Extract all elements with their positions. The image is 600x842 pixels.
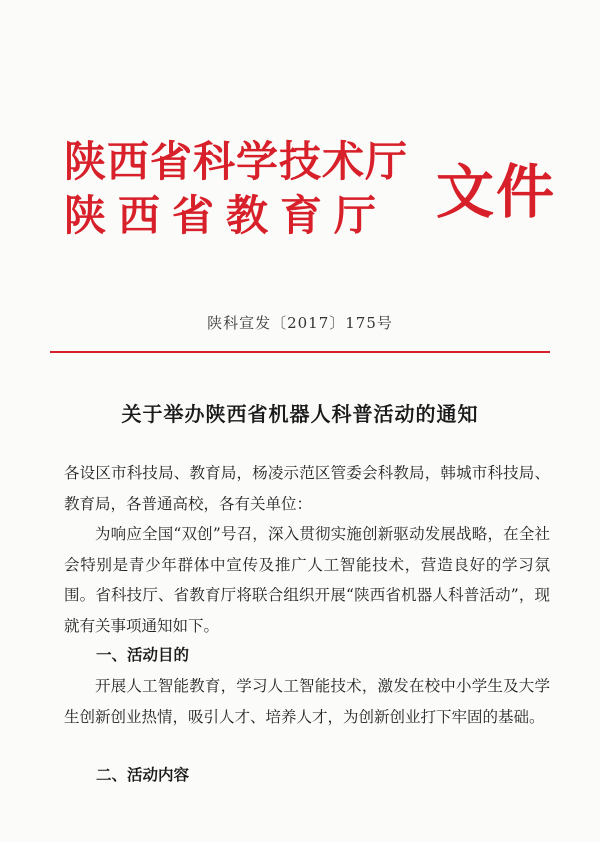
- issuer-header: [64, 137, 557, 248]
- red-divider-line: [50, 351, 550, 353]
- section-heading-purpose: 一、活动目的: [96, 646, 190, 664]
- section-heading-content: 二、活动内容: [96, 766, 190, 784]
- document-number: 陕科宣发〔2017〕175号: [207, 314, 393, 332]
- issuer-document-suffix: 文件: [436, 158, 557, 226]
- addressee-paragraph: 各设区市科技局、教育局，杨凌示范区管委会科教局，韩城市科技局、教育局，各普通高校，各有关单位：: [64, 464, 550, 513]
- intro-paragraph: 为响应全国“双创”号召，深入贯彻实施创新驱动发展战略，在全社会特别是青少年群体中宣传及推广人工智能技术，营造良好的学习氛围。省科技厅、省教育厅将联合组织开展“陕西省机器人科普活动”，现就有关事项通知如下。: [64, 525, 550, 635]
- document-title: 关于举办陕西省机器人科普活动的通知: [121, 402, 479, 426]
- issuer-line-education-department: 陕西省教育厅: [64, 191, 389, 240]
- purpose-paragraph: 开展人工智能教育，学习人工智能技术，激发在校中小学生及大学生创新创业热情，吸引人才、培养人才，为创新创业打下牢固的基础。: [64, 677, 550, 726]
- issuer-line-science-department: 陕西省科学技术厅: [64, 137, 409, 186]
